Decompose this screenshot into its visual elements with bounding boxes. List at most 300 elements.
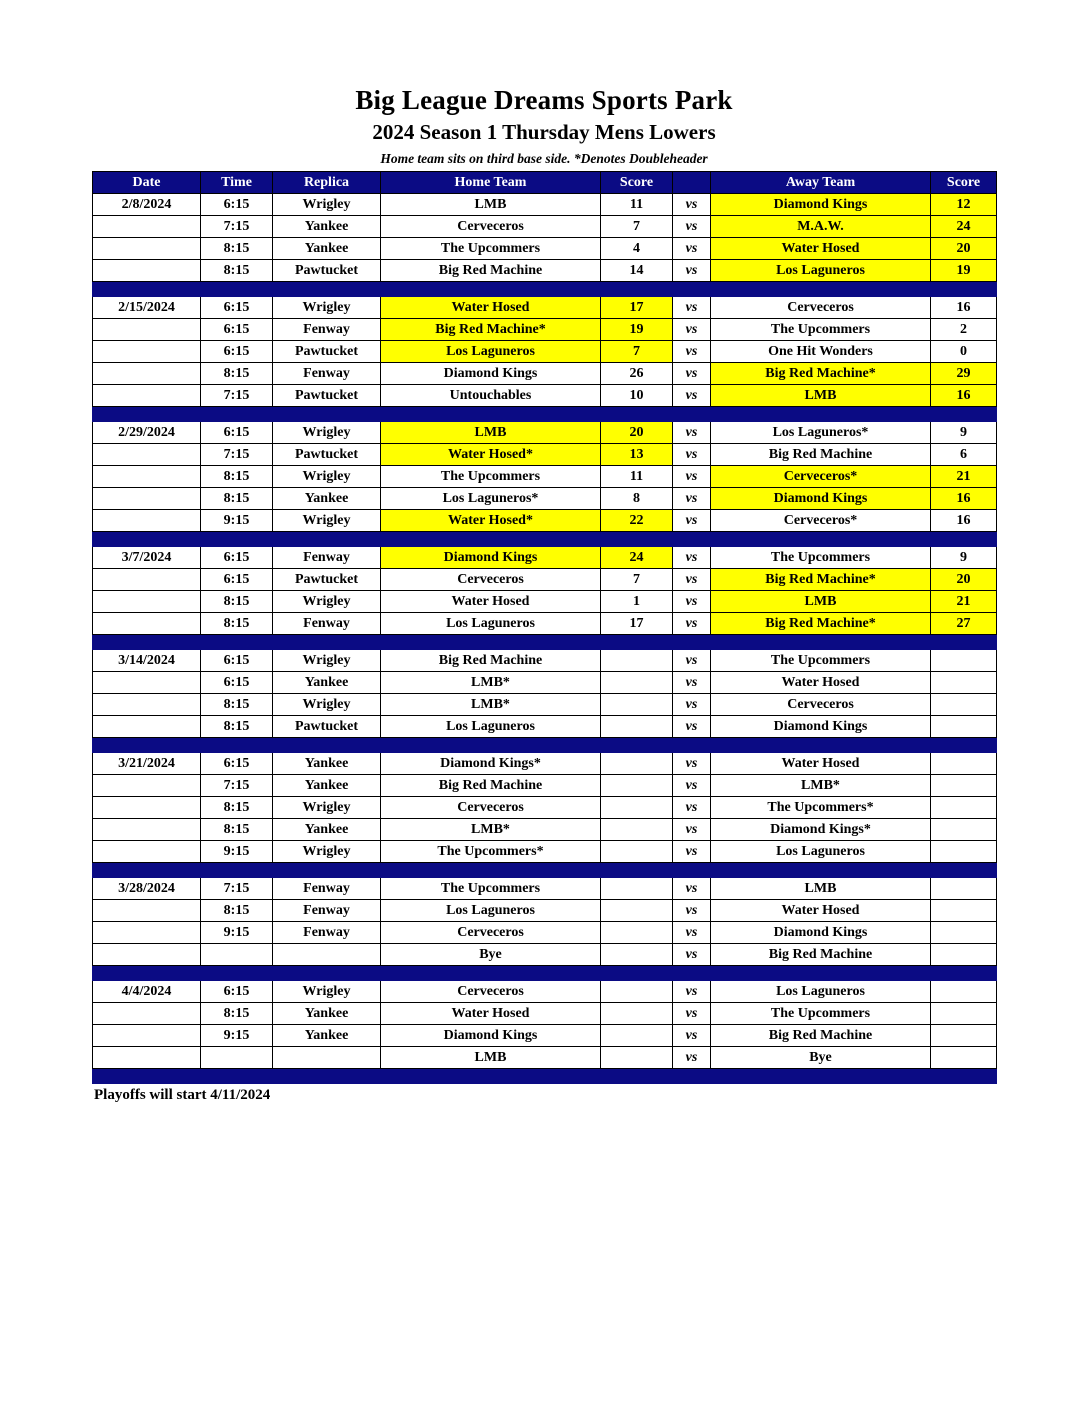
game-time: 8:15: [201, 900, 273, 922]
away-team: LMB: [711, 385, 931, 407]
vs-label: vs: [673, 510, 711, 532]
field-replica: Pawtucket: [273, 260, 381, 282]
home-score: 7: [601, 341, 673, 363]
away-team: Diamond Kings: [711, 194, 931, 216]
home-score: 26: [601, 363, 673, 385]
section-divider: [93, 407, 997, 422]
home-score: [601, 797, 673, 819]
home-score: 19: [601, 319, 673, 341]
vs-label: vs: [673, 591, 711, 613]
table-row: [93, 216, 997, 238]
away-team: The Upcommers*: [711, 797, 931, 819]
home-score: 22: [601, 510, 673, 532]
field-replica: Wrigley: [273, 797, 381, 819]
home-team: Untouchables: [381, 385, 601, 407]
home-team: Los Laguneros*: [381, 488, 601, 510]
game-time: 8:15: [201, 819, 273, 841]
vs-label: vs: [673, 819, 711, 841]
game-date: [93, 672, 201, 694]
home-score: 14: [601, 260, 673, 282]
home-score: 20: [601, 422, 673, 444]
away-score: 21: [931, 591, 997, 613]
field-replica: Yankee: [273, 753, 381, 775]
game-time: 9:15: [201, 841, 273, 863]
table-row: [93, 716, 997, 738]
home-score: 7: [601, 569, 673, 591]
home-score: 17: [601, 297, 673, 319]
table-row: [93, 547, 997, 569]
away-team: Los Laguneros*: [711, 422, 931, 444]
table-row: [93, 488, 997, 510]
section-divider: [93, 966, 997, 981]
away-team: The Upcommers: [711, 1003, 931, 1025]
away-score: [931, 944, 997, 966]
vs-label: vs: [673, 238, 711, 260]
vs-label: vs: [673, 363, 711, 385]
vs-label: vs: [673, 1003, 711, 1025]
section-divider-cell: [93, 282, 997, 297]
away-team: Los Laguneros: [711, 260, 931, 282]
table-row: [93, 944, 997, 966]
vs-label: vs: [673, 422, 711, 444]
section-divider-cell: [93, 966, 997, 981]
game-date: [93, 591, 201, 613]
page-title: Big League Dreams Sports Park: [355, 85, 733, 115]
away-team: Los Laguneros: [711, 841, 931, 863]
away-score: 12: [931, 194, 997, 216]
away-team: Water Hosed: [711, 238, 931, 260]
field-replica: Yankee: [273, 1025, 381, 1047]
away-team: The Upcommers: [711, 319, 931, 341]
vs-label: vs: [673, 672, 711, 694]
away-team: LMB*: [711, 775, 931, 797]
column-header-vs: [673, 172, 711, 194]
home-score: 8: [601, 488, 673, 510]
away-team: The Upcommers: [711, 547, 931, 569]
column-header-away-team: Away Team: [711, 172, 931, 194]
table-row: [93, 510, 997, 532]
game-date: [93, 569, 201, 591]
away-team: Cerveceros: [711, 694, 931, 716]
vs-label: vs: [673, 878, 711, 900]
away-score: 19: [931, 260, 997, 282]
table-row: [93, 981, 997, 1003]
away-team: M.A.W.: [711, 216, 931, 238]
column-header-home-score: Score: [601, 172, 673, 194]
field-replica: Wrigley: [273, 194, 381, 216]
field-replica: Wrigley: [273, 650, 381, 672]
table-row: [93, 672, 997, 694]
game-time: 6:15: [201, 650, 273, 672]
vs-label: vs: [673, 775, 711, 797]
table-row: [93, 341, 997, 363]
home-score: [601, 1047, 673, 1069]
away-team: Diamond Kings: [711, 716, 931, 738]
vs-label: vs: [673, 319, 711, 341]
game-date: [93, 466, 201, 488]
game-date: 4/4/2024: [93, 981, 201, 1003]
game-date: [93, 1003, 201, 1025]
game-time: 8:15: [201, 260, 273, 282]
home-team: Water Hosed: [381, 591, 601, 613]
game-date: [93, 900, 201, 922]
vs-label: vs: [673, 694, 711, 716]
vs-label: vs: [673, 753, 711, 775]
game-time: 8:15: [201, 613, 273, 635]
vs-label: vs: [673, 1025, 711, 1047]
away-score: 20: [931, 238, 997, 260]
field-replica: Yankee: [273, 775, 381, 797]
field-replica: Wrigley: [273, 466, 381, 488]
away-score: 16: [931, 510, 997, 532]
game-time: 6:15: [201, 297, 273, 319]
field-replica: Wrigley: [273, 591, 381, 613]
home-score: 11: [601, 194, 673, 216]
game-date: 2/8/2024: [93, 194, 201, 216]
home-team: The Upcommers: [381, 238, 601, 260]
game-date: 3/21/2024: [93, 753, 201, 775]
away-score: 24: [931, 216, 997, 238]
away-score: 20: [931, 569, 997, 591]
table-row: [93, 260, 997, 282]
away-team: LMB: [711, 591, 931, 613]
home-team: LMB: [381, 422, 601, 444]
section-divider-cell: [93, 863, 997, 878]
game-date: [93, 841, 201, 863]
vs-label: vs: [673, 466, 711, 488]
vs-label: vs: [673, 385, 711, 407]
away-score: [931, 878, 997, 900]
home-team: LMB*: [381, 672, 601, 694]
table-body: [93, 194, 997, 1084]
away-score: [931, 650, 997, 672]
vs-label: vs: [673, 944, 711, 966]
game-date: [93, 260, 201, 282]
field-replica: Yankee: [273, 238, 381, 260]
table-row: [93, 1047, 997, 1069]
game-date: [93, 775, 201, 797]
page-subtitle: 2024 Season 1 Thursday Mens Lowers: [372, 120, 716, 144]
home-team: Diamond Kings: [381, 547, 601, 569]
vs-label: vs: [673, 981, 711, 1003]
game-time: 7:15: [201, 444, 273, 466]
vs-label: vs: [673, 194, 711, 216]
game-date: 2/29/2024: [93, 422, 201, 444]
field-replica: Fenway: [273, 878, 381, 900]
table-row: [93, 319, 997, 341]
game-date: [93, 238, 201, 260]
game-date: 3/7/2024: [93, 547, 201, 569]
field-replica: Yankee: [273, 672, 381, 694]
away-score: [931, 1003, 997, 1025]
table-row: [93, 650, 997, 672]
vs-label: vs: [673, 922, 711, 944]
home-score: [601, 900, 673, 922]
home-team: The Upcommers: [381, 466, 601, 488]
away-team: LMB: [711, 878, 931, 900]
section-divider: [93, 1069, 997, 1084]
away-team: One Hit Wonders: [711, 341, 931, 363]
game-date: [93, 216, 201, 238]
home-team: Big Red Machine*: [381, 319, 601, 341]
game-time: 8:15: [201, 363, 273, 385]
section-divider-cell: [93, 532, 997, 547]
game-time: 8:15: [201, 488, 273, 510]
home-team: Cerveceros: [381, 797, 601, 819]
section-divider-cell: [93, 635, 997, 650]
vs-label: vs: [673, 547, 711, 569]
table-row: [93, 819, 997, 841]
section-divider: [93, 738, 997, 753]
away-team: Big Red Machine*: [711, 363, 931, 385]
game-time: [201, 944, 273, 966]
field-replica: Pawtucket: [273, 341, 381, 363]
home-team: Water Hosed*: [381, 444, 601, 466]
away-team: Big Red Machine: [711, 1025, 931, 1047]
field-replica: [273, 1047, 381, 1069]
home-score: 10: [601, 385, 673, 407]
field-replica: Fenway: [273, 613, 381, 635]
home-team: Los Laguneros: [381, 341, 601, 363]
table-row: [93, 775, 997, 797]
column-header-date: Date: [93, 172, 201, 194]
table-row: [93, 841, 997, 863]
home-team: Cerveceros: [381, 922, 601, 944]
game-time: 7:15: [201, 216, 273, 238]
away-team: Diamond Kings*: [711, 819, 931, 841]
section-divider-cell: [93, 407, 997, 422]
table-row: [93, 385, 997, 407]
home-team: Big Red Machine: [381, 650, 601, 672]
away-score: [931, 797, 997, 819]
away-score: [931, 922, 997, 944]
vs-label: vs: [673, 297, 711, 319]
home-score: 4: [601, 238, 673, 260]
game-time: 6:15: [201, 569, 273, 591]
game-date: [93, 819, 201, 841]
game-time: 8:15: [201, 694, 273, 716]
home-team: The Upcommers: [381, 878, 601, 900]
field-replica: Yankee: [273, 216, 381, 238]
section-divider: [93, 863, 997, 878]
away-score: 6: [931, 444, 997, 466]
game-time: 6:15: [201, 753, 273, 775]
field-replica: Yankee: [273, 1003, 381, 1025]
section-divider: [93, 532, 997, 547]
away-team: Cerveceros: [711, 297, 931, 319]
field-replica: Pawtucket: [273, 444, 381, 466]
vs-label: vs: [673, 797, 711, 819]
game-date: [93, 1025, 201, 1047]
game-date: 2/15/2024: [93, 297, 201, 319]
home-score: 11: [601, 466, 673, 488]
home-score: [601, 775, 673, 797]
field-replica: [273, 944, 381, 966]
field-replica: Pawtucket: [273, 385, 381, 407]
column-header-home-team: Home Team: [381, 172, 601, 194]
home-team-note: Home team sits on third base side. *Denotes Doubleheader: [380, 151, 708, 166]
away-score: [931, 753, 997, 775]
vs-label: vs: [673, 569, 711, 591]
field-replica: Wrigley: [273, 422, 381, 444]
game-time: [201, 1047, 273, 1069]
away-team: Water Hosed: [711, 900, 931, 922]
home-team: Water Hosed: [381, 297, 601, 319]
table-row: [93, 569, 997, 591]
away-score: [931, 819, 997, 841]
field-replica: Wrigley: [273, 694, 381, 716]
home-team: LMB*: [381, 694, 601, 716]
game-time: 7:15: [201, 878, 273, 900]
home-score: [601, 672, 673, 694]
home-team: Los Laguneros: [381, 613, 601, 635]
game-time: 6:15: [201, 319, 273, 341]
vs-label: vs: [673, 716, 711, 738]
table-row: [93, 797, 997, 819]
away-score: 9: [931, 422, 997, 444]
vs-label: vs: [673, 900, 711, 922]
game-time: 6:15: [201, 422, 273, 444]
section-divider-cell: [93, 738, 997, 753]
game-date: [93, 613, 201, 635]
home-score: [601, 650, 673, 672]
away-team: Cerveceros*: [711, 466, 931, 488]
section-divider: [93, 635, 997, 650]
away-score: [931, 900, 997, 922]
game-date: [93, 319, 201, 341]
table-row: [93, 238, 997, 260]
away-score: 29: [931, 363, 997, 385]
section-divider-cell: [93, 1069, 997, 1084]
away-team: The Upcommers: [711, 650, 931, 672]
away-team: Big Red Machine*: [711, 613, 931, 635]
vs-label: vs: [673, 216, 711, 238]
game-date: [93, 944, 201, 966]
field-replica: Wrigley: [273, 510, 381, 532]
away-team: Diamond Kings: [711, 488, 931, 510]
vs-label: vs: [673, 1047, 711, 1069]
away-team: Big Red Machine*: [711, 569, 931, 591]
away-team: Bye: [711, 1047, 931, 1069]
game-date: [93, 444, 201, 466]
away-score: [931, 694, 997, 716]
game-time: 8:15: [201, 466, 273, 488]
away-score: [931, 716, 997, 738]
table-row: [93, 363, 997, 385]
table-row: [93, 297, 997, 319]
game-time: 7:15: [201, 775, 273, 797]
game-date: [93, 341, 201, 363]
column-header-time: Time: [201, 172, 273, 194]
vs-label: vs: [673, 650, 711, 672]
field-replica: Yankee: [273, 488, 381, 510]
home-score: [601, 981, 673, 1003]
table-row: [93, 1003, 997, 1025]
home-team: Los Laguneros: [381, 716, 601, 738]
game-date: [93, 488, 201, 510]
game-date: [93, 922, 201, 944]
field-replica: Yankee: [273, 819, 381, 841]
table-row: [93, 878, 997, 900]
game-time: 9:15: [201, 1025, 273, 1047]
home-score: [601, 841, 673, 863]
game-time: 6:15: [201, 341, 273, 363]
home-team: Diamond Kings: [381, 1025, 601, 1047]
game-time: 8:15: [201, 238, 273, 260]
game-time: 9:15: [201, 922, 273, 944]
playoffs-note: Playoffs will start 4/11/2024: [94, 1087, 271, 1103]
home-score: 13: [601, 444, 673, 466]
table-row: [93, 444, 997, 466]
away-score: 2: [931, 319, 997, 341]
home-team: Bye: [381, 944, 601, 966]
home-score: 17: [601, 613, 673, 635]
game-date: 3/14/2024: [93, 650, 201, 672]
table-row: [93, 694, 997, 716]
field-replica: Fenway: [273, 922, 381, 944]
table-row: [93, 753, 997, 775]
home-team: LMB: [381, 194, 601, 216]
table-row: [93, 613, 997, 635]
game-time: 6:15: [201, 672, 273, 694]
home-score: [601, 878, 673, 900]
away-score: 9: [931, 547, 997, 569]
game-time: 7:15: [201, 385, 273, 407]
home-score: [601, 716, 673, 738]
away-score: 16: [931, 488, 997, 510]
field-replica: Wrigley: [273, 981, 381, 1003]
vs-label: vs: [673, 260, 711, 282]
game-time: 8:15: [201, 716, 273, 738]
home-score: 24: [601, 547, 673, 569]
away-score: [931, 981, 997, 1003]
away-score: 0: [931, 341, 997, 363]
home-team: LMB: [381, 1047, 601, 1069]
field-replica: Fenway: [273, 319, 381, 341]
away-score: 16: [931, 385, 997, 407]
column-header-replica: Replica: [273, 172, 381, 194]
away-team: Big Red Machine: [711, 444, 931, 466]
vs-label: vs: [673, 841, 711, 863]
game-date: 3/28/2024: [93, 878, 201, 900]
away-score: [931, 672, 997, 694]
game-time: 9:15: [201, 510, 273, 532]
home-team: Diamond Kings*: [381, 753, 601, 775]
away-team: Big Red Machine: [711, 944, 931, 966]
home-team: Los Laguneros: [381, 900, 601, 922]
vs-label: vs: [673, 444, 711, 466]
home-score: [601, 922, 673, 944]
field-replica: Pawtucket: [273, 569, 381, 591]
field-replica: Wrigley: [273, 297, 381, 319]
game-date: [93, 694, 201, 716]
table-row: [93, 466, 997, 488]
home-team: The Upcommers*: [381, 841, 601, 863]
home-score: [601, 694, 673, 716]
schedule-table: [92, 171, 997, 1084]
field-replica: Fenway: [273, 900, 381, 922]
away-score: [931, 1047, 997, 1069]
home-team: Water Hosed*: [381, 510, 601, 532]
home-team: LMB*: [381, 819, 601, 841]
game-date: [93, 1047, 201, 1069]
away-team: Diamond Kings: [711, 922, 931, 944]
away-score: [931, 841, 997, 863]
away-score: 16: [931, 297, 997, 319]
away-team: Los Laguneros: [711, 981, 931, 1003]
table-row: [93, 422, 997, 444]
game-time: 8:15: [201, 1003, 273, 1025]
